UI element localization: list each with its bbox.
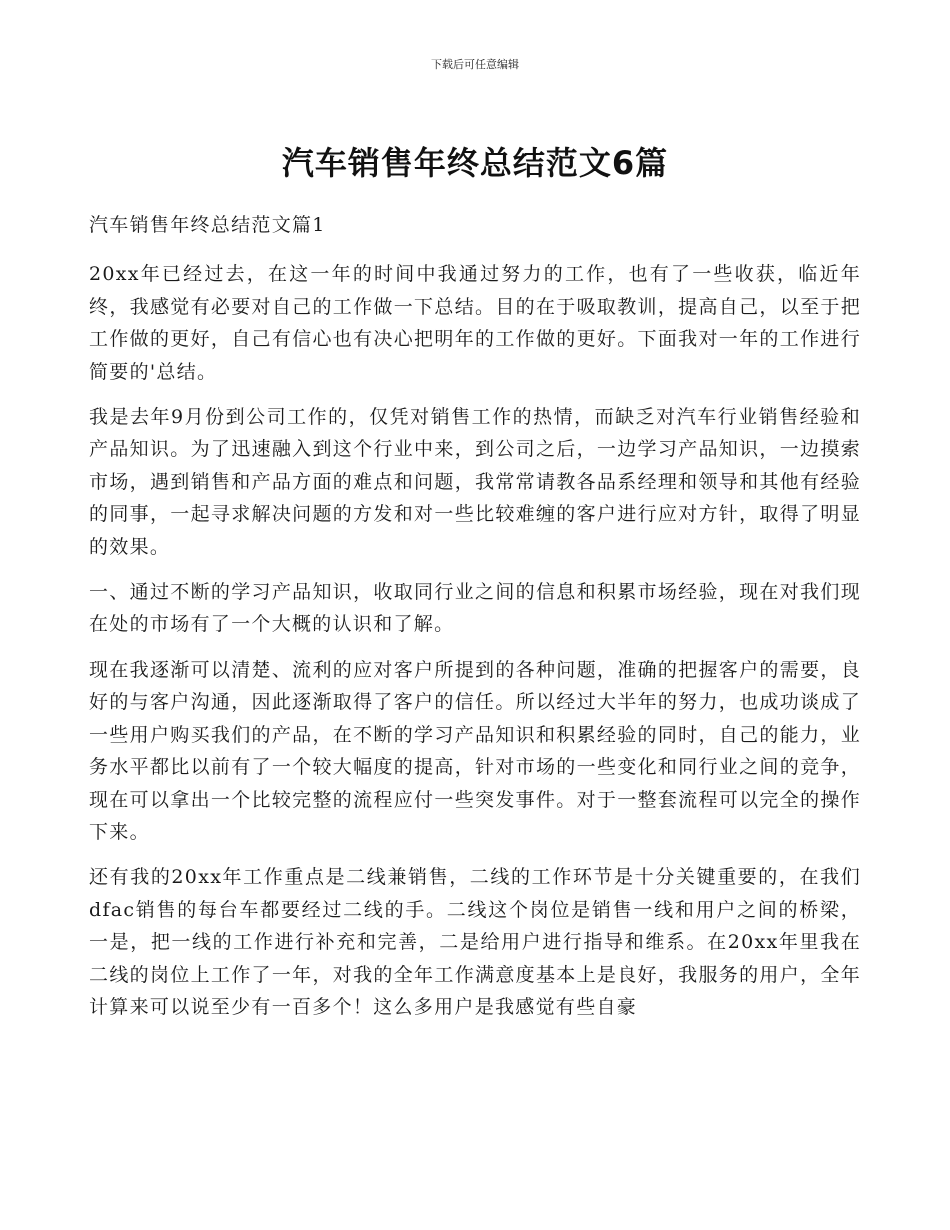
document-body <box>89 209 861 1036</box>
paragraph-background: 我是去年9月份到公司工作的，仅凭对销售工作的热情，而缺乏对汽车行业销售经验和产品知识。为了迅速融入到这个行业中来，到公司之后，一边学习产品知识，一边摸索市场，遇到销售和产品方面的难点和问题，我常常请教各品系经理和领导和其他有经验的同事，一起寻求解决问题的方发和对一些比较难缠的客户进行应对方针，取得了明显的效果。 <box>89 406 861 558</box>
paragraph-progress: 现在我逐渐可以清楚、流利的应对客户所提到的各种问题，准确的把握客户的需要，良好的与客户沟通，因此逐渐取得了客户的信任。所以经过大半年的努力，也成功谈成了一些用户购买我们的产品，在不断的学习产品知识和积累经验的同时，自己的能力，业务水平都比以前有了一个较大幅度的提高，针对市场的一些变化和同行业之间的竞争，现在可以拿出一个比较完整的流程应付一些突发事件。对于一整套流程可以完全的操作下来。 <box>89 658 861 843</box>
paragraph-intro: 20xx年已经过去，在这一年的时间中我通过努力的工作，也有了一些收获，临近年终，我感觉有必要对自己的工作做一下总结。目的在于吸取教训，提高自己，以至于把工作做的更好，自己有信心也有决心把明年的工作做的更好。下面我对一年的工作进行简要的'总结。 <box>89 263 861 383</box>
paragraph-second-line: 还有我的20xx年工作重点是二线兼销售，二线的工作环节是十分关键重要的，在我们dfac销售的每台车都要经过二线的手。二线这个岗位是销售一线和用户之间的桥梁，一是，把一线的工作进行补充和完善，二是给用户进行指导和维系。在20xx年里我在二线的岗位上工作了一年，对我的全年工作满意度基本上是良好，我服务的用户，全年计算来可以说至少有一百多个！这么多用户是我感觉有些自豪 <box>89 866 861 1018</box>
section-heading: 汽车销售年终总结范文篇1 <box>89 214 326 236</box>
paragraph-point-one: 一、通过不断的学习产品知识，收取同行业之间的信息和积累市场经验，现在对我们现在处的市场有了一个大概的认识和了解。 <box>89 581 861 636</box>
document-title: 汽车销售年终总结范文6篇 <box>281 144 669 182</box>
page-header-note: 下载后可任意编辑 <box>431 58 519 71</box>
